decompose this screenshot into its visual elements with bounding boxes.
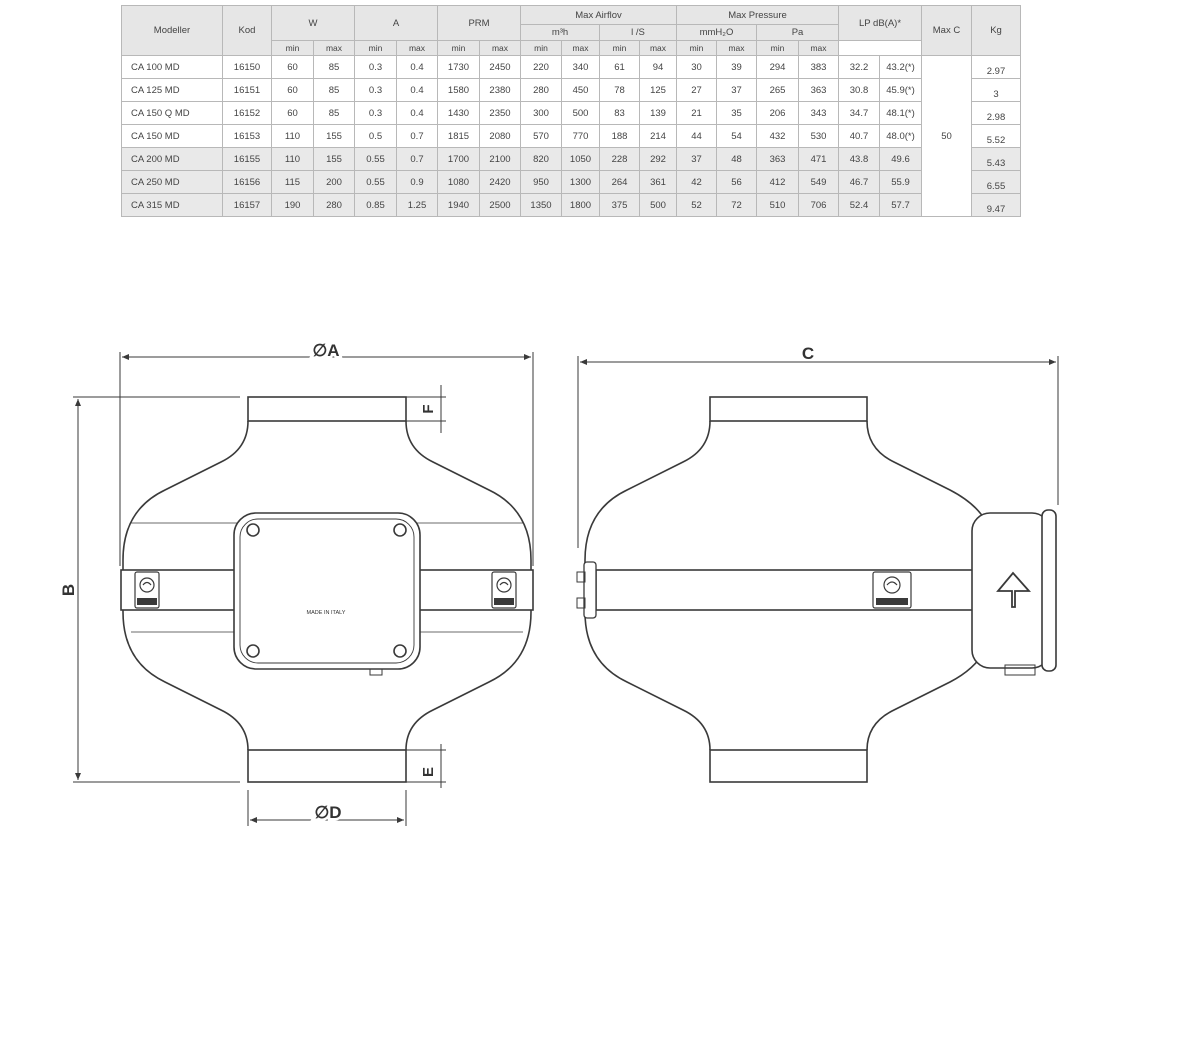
value-cell: 570 [521,125,562,148]
value-cell: 294 [757,56,799,79]
value-cell: 110 [272,125,314,148]
value-cell: 44 [677,125,717,148]
header-max: max [640,41,677,56]
value-cell: 0.3 [355,79,397,102]
header-code: Kod [223,6,272,56]
value-cell: 412 [757,171,799,194]
header-min: min [600,41,640,56]
value-cell: 220 [521,56,562,79]
mounting-band [596,570,974,610]
value-cell: 1350 [521,194,562,217]
dim-f-label: F [420,404,437,414]
header-min: min [521,41,562,56]
value-cell: 32.2 [839,56,880,79]
value-cell: 60 [272,102,314,125]
value-cell: 139 [640,102,677,125]
dim-c-label: C [801,344,815,363]
value-cell: 46.7 [839,171,880,194]
value-cell: 0.9 [397,171,438,194]
terminal-box [234,513,420,669]
weight-cell: 9.47 [972,194,1021,217]
model-cell: CA 100 MD [122,56,223,79]
value-cell: 37 [677,148,717,171]
dim-a-label: ∅A [312,341,340,360]
value-cell: 57.7 [880,194,922,217]
value-cell: 115 [272,171,314,194]
header-min: min [355,41,397,56]
value-cell: 0.3 [355,56,397,79]
value-cell: 35 [717,102,757,125]
value-cell: 510 [757,194,799,217]
value-cell: 300 [521,102,562,125]
value-cell: 549 [799,171,839,194]
max-temp-cell: 50 [922,56,972,217]
value-cell: 48.0(*) [880,125,922,148]
value-cell: 48 [717,148,757,171]
value-cell: 155 [314,148,355,171]
header-airflow-m3h: m³h [521,25,600,41]
value-cell: 264 [600,171,640,194]
value-cell: 60 [272,79,314,102]
value-cell: 1580 [438,79,480,102]
value-cell: 292 [640,148,677,171]
value-cell: 280 [314,194,355,217]
value-cell: 1300 [562,171,600,194]
value-cell: 45.9(*) [880,79,922,102]
top-collar [710,397,867,421]
model-cell: CA 150 Q MD [122,102,223,125]
header-max-temp: Max C [922,6,972,56]
value-cell: 2080 [480,125,521,148]
top-collar [248,397,406,421]
value-cell: 21 [677,102,717,125]
value-cell: 2420 [480,171,521,194]
value-cell: 228 [600,148,640,171]
value-cell: 60 [272,56,314,79]
header-model: Modeller [122,6,223,56]
value-cell: 85 [314,102,355,125]
value-cell: 0.7 [397,125,438,148]
value-cell: 42 [677,171,717,194]
header-max: max [397,41,438,56]
value-cell: 1730 [438,56,480,79]
value-cell: 206 [757,102,799,125]
value-cell: 1430 [438,102,480,125]
value-cell: 340 [562,56,600,79]
code-cell: 16156 [223,171,272,194]
dim-b-label: B [59,583,78,597]
header-amp: A [355,6,438,41]
value-cell: 30 [677,56,717,79]
value-cell: 190 [272,194,314,217]
value-cell: 1800 [562,194,600,217]
value-cell: 0.85 [355,194,397,217]
value-cell: 0.4 [397,102,438,125]
bottom-collar [248,750,406,782]
value-cell: 48.1(*) [880,102,922,125]
made-in-italy-label: MADE IN ITALY [306,610,346,616]
value-cell: 200 [314,171,355,194]
value-cell: 1815 [438,125,480,148]
value-cell: 1080 [438,171,480,194]
value-cell: 39 [717,56,757,79]
model-cell: CA 200 MD [122,148,223,171]
value-cell: 214 [640,125,677,148]
header-airflow: Max Airflov [521,6,677,25]
value-cell: 56 [717,171,757,194]
value-cell: 43.2(*) [880,56,922,79]
header-min: min [438,41,480,56]
weight-cell: 3 [972,79,1021,102]
value-cell: 432 [757,125,799,148]
front-view [121,397,533,782]
value-cell: 1940 [438,194,480,217]
weight-cell: 2.97 [972,56,1021,79]
code-cell: 16151 [223,79,272,102]
header-noise: LP dB(A)* [839,6,922,41]
weight-cell: 5.43 [972,148,1021,171]
value-cell: 280 [521,79,562,102]
header-airflow-ls: l /S [600,25,677,41]
value-cell: 2450 [480,56,521,79]
value-cell: 1050 [562,148,600,171]
value-cell: 37 [717,79,757,102]
side-terminal-lid [1042,510,1056,671]
value-cell: 950 [521,171,562,194]
code-cell: 16155 [223,148,272,171]
value-cell: 2100 [480,148,521,171]
value-cell: 85 [314,79,355,102]
value-cell: 43.8 [839,148,880,171]
header-weight: Kg [972,6,1021,56]
code-cell: 16150 [223,56,272,79]
value-cell: 1700 [438,148,480,171]
value-cell: 820 [521,148,562,171]
header-max: max [717,41,757,56]
value-cell: 85 [314,56,355,79]
value-cell: 1.25 [397,194,438,217]
dim-e-label: E [420,766,437,778]
value-cell: 27 [677,79,717,102]
value-cell: 0.3 [355,102,397,125]
value-cell: 363 [799,79,839,102]
header-min: min [272,41,314,56]
header-min: min [757,41,799,56]
side-view [577,397,1056,782]
model-cell: CA 315 MD [122,194,223,217]
bottom-collar [710,750,867,782]
value-cell: 110 [272,148,314,171]
value-cell: 500 [562,102,600,125]
value-cell: 0.55 [355,171,397,194]
value-cell: 78 [600,79,640,102]
value-cell: 0.55 [355,148,397,171]
value-cell: 188 [600,125,640,148]
model-cell: CA 250 MD [122,171,223,194]
value-cell: 30.8 [839,79,880,102]
weight-cell: 5.52 [972,125,1021,148]
model-cell: CA 150 MD [122,125,223,148]
value-cell: 265 [757,79,799,102]
weight-cell: 2.98 [972,102,1021,125]
value-cell: 0.4 [397,79,438,102]
value-cell: 55.9 [880,171,922,194]
header-min: min [677,41,717,56]
value-cell: 361 [640,171,677,194]
value-cell: 530 [799,125,839,148]
value-cell: 52 [677,194,717,217]
header-max: max [799,41,839,56]
header-max: max [480,41,521,56]
value-cell: 375 [600,194,640,217]
value-cell: 450 [562,79,600,102]
header-pressure-mmh2o: mmH₂O [677,25,757,41]
value-cell: 54 [717,125,757,148]
header-pressure: Max Pressure [677,6,839,25]
value-cell: 500 [640,194,677,217]
value-cell: 343 [799,102,839,125]
value-cell: 0.5 [355,125,397,148]
value-cell: 72 [717,194,757,217]
weight-cell: 6.55 [972,171,1021,194]
value-cell: 83 [600,102,640,125]
code-cell: 16157 [223,194,272,217]
value-cell: 61 [600,56,640,79]
value-cell: 706 [799,194,839,217]
dim-d-label: ∅D [314,803,342,822]
header-watt: W [272,6,355,41]
code-cell: 16152 [223,102,272,125]
value-cell: 2380 [480,79,521,102]
header-max: max [314,41,355,56]
value-cell: 94 [640,56,677,79]
model-cell: CA 125 MD [122,79,223,102]
value-cell: 52.4 [839,194,880,217]
header-rpm: PRM [438,6,521,41]
code-cell: 16153 [223,125,272,148]
band-clamp [584,562,596,618]
value-cell: 770 [562,125,600,148]
value-cell: 363 [757,148,799,171]
value-cell: 0.4 [397,56,438,79]
header-max: max [562,41,600,56]
value-cell: 2350 [480,102,521,125]
header-pressure-pa: Pa [757,25,839,41]
value-cell: 155 [314,125,355,148]
value-cell: 2500 [480,194,521,217]
value-cell: 383 [799,56,839,79]
value-cell: 125 [640,79,677,102]
value-cell: 40.7 [839,125,880,148]
cable-gland [370,669,382,675]
value-cell: 0.7 [397,148,438,171]
value-cell: 49.6 [880,148,922,171]
value-cell: 34.7 [839,102,880,125]
value-cell: 471 [799,148,839,171]
